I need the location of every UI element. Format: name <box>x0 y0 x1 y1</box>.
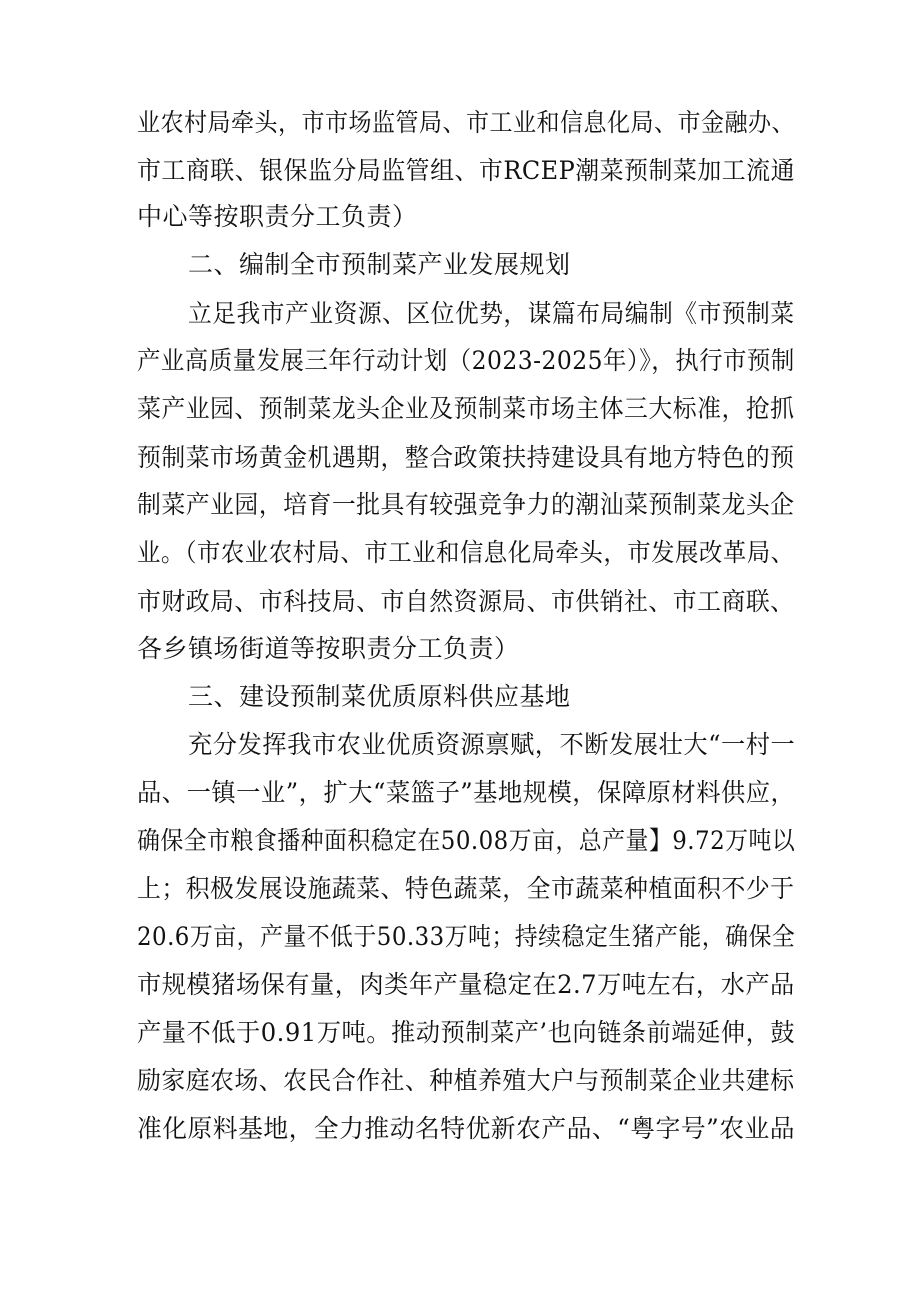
text-line: 品、一镇一业”，扩大“菜篮子”基地规模，保障原材料供应， <box>137 778 796 807</box>
text-line: 菜产业园、预制菜龙头企业及预制菜市场主体三大标准，抢抓 <box>137 394 795 423</box>
text-line: 预制菜市场黄金机遇期，整合政策扶持建设具有地方特色的预 <box>137 443 795 472</box>
text-line: 业农村局牵头，市市场监管局、市工业和信息化局、市金融办、 <box>137 108 796 137</box>
text-line: 业。（市农业农村局、市工业和信息化局牵头，市发展改革局、 <box>137 538 795 567</box>
section-heading: 二、编制全市预制菜产业发展规划 <box>188 250 571 279</box>
text-line: 充分发挥我市农业优质资源禀赋，不断发展壮大“一村一 <box>188 730 796 759</box>
text-line: 制菜产业园，培育一批具有较强竞争力的潮汕菜预制菜龙头企 <box>137 490 795 519</box>
text-line: 上；积极发展设施蔬菜、特色蔬菜，全市蔬菜种植面积不少于 <box>137 874 795 903</box>
text-line: 产业高质量发展三年行动计划（2023-2025年）》，执行市预制 <box>137 346 795 375</box>
text-line: 各乡镇场街道等按职责分工负责） <box>137 634 520 663</box>
section-heading: 三、建设预制菜优质原料供应基地 <box>188 682 571 711</box>
text-line: 市规模猪场保有量，肉类年产量稳定在2.7万吨左右，水产品 <box>137 970 795 999</box>
text-line: 励家庭农场、农民合作社、种植养殖大户与预制菜企业共建标 <box>137 1066 795 1095</box>
text-line: 确保全市粮食播种面积稳定在50.08万亩，总产量】9.72万吨以 <box>137 826 796 855</box>
text-line: 产量不低于0.91万吨。推动预制菜产’也向链条前端延伸，鼓 <box>137 1018 796 1047</box>
text-line: 市工商联、银保监分局监管组、市RCEP潮菜预制菜加工流通 <box>137 156 796 185</box>
text-line: 立足我市产业资源、区位优势，谋篇布局编制《市预制菜 <box>188 299 795 328</box>
text-line: 20.6万亩，产量不低于50.33万吨；持续稳定生猪产能，确保全 <box>137 922 796 951</box>
text-line: 准化原料基地，全力推动名特优新农产品、“粤字号”农业品 <box>137 1114 796 1143</box>
text-line: 市财政局、市科技局、市自然资源局、市供销社、市工商联、 <box>137 587 795 616</box>
text-line: 中心等按职责分工负责） <box>137 202 418 231</box>
